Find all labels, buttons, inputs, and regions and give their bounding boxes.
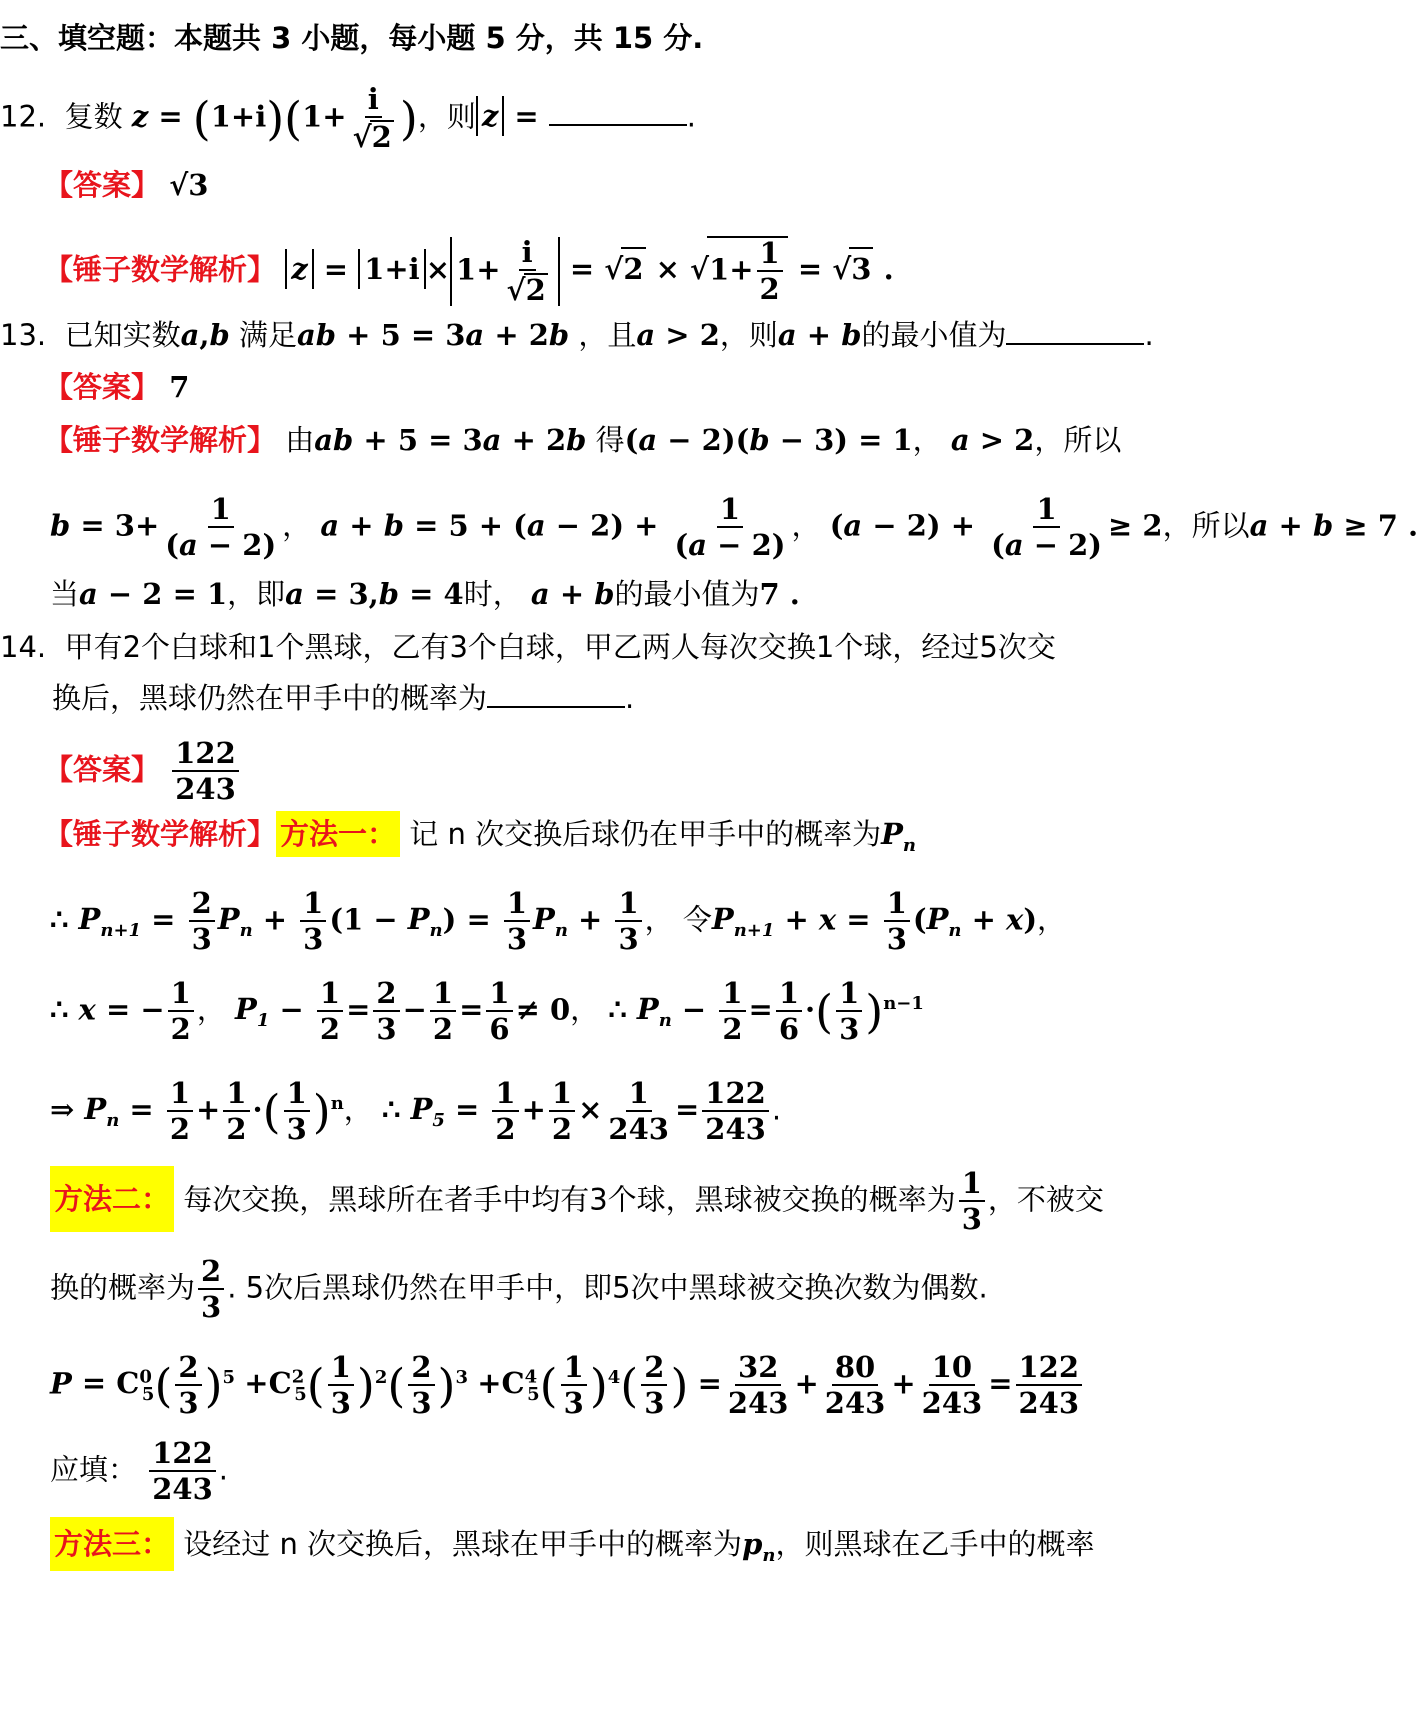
- q14-method1-line3: ⇒ $P_n$ = $\frac{1}{2}$ + $\frac{1}{2}$ ·( $\frac{1}{3}$ )$^n$， ∴ $P_5$ = $\frac{1}{2}$ + $\frac{1}{2}$ × $\frac{1}{243}$ = $\frac{122}{243}$ .: [50, 1076, 782, 1147]
- q14-method2-formula: $P = C^0_5$( $\frac{2}{3}$ )$^5 +C^2_5$( $\frac{1}{3}$ )$^2$( $\frac{2}{3}$ )$^3 +C^4_5$( $\frac{1}{3}$ )$^4$( $\frac{2}{3}$ ) = $\frac{32}{243}$ + $\frac{80}{243}$ + $\frac{10}{243}$ = $\frac{122}{243}$: [50, 1352, 1085, 1419]
- answer-blank: [549, 98, 687, 126]
- q13-answer: 【答案】 7: [44, 370, 190, 404]
- q14-method1-line1: ∴ $P_{n+1}$ = $\frac{2}{3}$ $P_n$ + $\frac{1}{3}$ $(1 - P_n)$ = $\frac{1}{3}$ $P_n$ + $\frac{1}{3}$ ， 令$P_{n+1} + x$ = $\frac{1}{3}$ $(P_n + x)$，: [50, 886, 1067, 957]
- question-number: 12.: [0, 99, 47, 134]
- q14-stem-1: 14. 甲有2个白球和1个黑球，乙有3个白球，甲乙两人每次交换1个球，经过5次交: [0, 630, 1056, 664]
- method1-label: 方法一：: [276, 811, 400, 857]
- q12-answer: 【答案】 √3: [44, 168, 209, 202]
- q12-stem: 12. 复数 z = (1+i)(1+ $\frac{i}{√2}$ )，则 z = .: [0, 82, 697, 155]
- q13-analysis-3: 当a − 2 = 1，即a = 3,b = 4时， a + b的最小值为7 .: [50, 577, 800, 611]
- q14-method1-intro: 【锤子数学解析】 方法一： 记 n 次交换后球仍在甲手中的概率为$P_n$: [44, 814, 916, 866]
- q14-method2-line2: 换的概率为 $\frac{2}{3}$ . 5次后黑球仍然在甲手中，即5次中黑球被交换次数为偶数.: [50, 1254, 988, 1325]
- answer-blank: [487, 680, 625, 708]
- q14-method1-line2: ∴ x = − $\frac{1}{2}$ ， $P_1$ − $\frac{1}{2}$ = $\frac{2}{3}$ − $\frac{1}{2}$ = $\frac{1}{6}$ ≠ 0， ∴ $P_n$ − $\frac{1}{2}$ = $\frac{1}{6}$ ·( $\frac{1}{3}$ )$^{n-1}$: [50, 976, 924, 1047]
- q13-analysis-2: b = 3+ $\frac{1}{(a - 2)}$ ， a + b = 5 + (a − 2) + $\frac{1}{(a - 2)}$ ， (a − 2) + $\frac{1}{(a - 2)}$ ≥ 2，所以a + b ≥ 7 .: [50, 492, 1418, 563]
- q14-stem-2: 换后，黑球仍然在甲手中的概率为 .: [52, 681, 635, 715]
- method2-label: 方法二：: [50, 1166, 174, 1232]
- method3-label: 方法三：: [50, 1517, 174, 1571]
- q14-answer: 【答案】 $\frac{122}{243}$: [44, 738, 242, 805]
- q14-fill: 应填： $\frac{122}{243}$ .: [50, 1436, 228, 1507]
- q12-analysis: 【锤子数学解析】 z = 1+i × 1+ $\frac{i}{√2}$ = √2 × √1+ $\frac{1}{2}$ = √3 .: [44, 235, 894, 308]
- q14-method2-line1: 方法二： 每次交换，黑球所在者手中均有3个球，黑球被交换的概率为 $\frac{1}{3}$ ，不被交: [50, 1168, 1104, 1235]
- section-header: 三、填空题：本题共 3 小题，每小题 5 分，共 15 分.: [0, 21, 704, 55]
- q14-method3-line1: 方法三： 设经过 n 次交换后，黑球在甲手中的概率为$p_n$，则黑球在乙手中的概率: [50, 1524, 1094, 1576]
- answer-blank: [1006, 317, 1144, 345]
- q13-stem: 13. 已知实数a,b 满足ab + 5 = 3a + 2b ，且a > 2，则a + b的最小值为 .: [0, 318, 1154, 352]
- q13-analysis-1: 【锤子数学解析】 由ab + 5 = 3a + 2b 得(a − 2)(b − 3) = 1， a > 2，所以: [44, 423, 1122, 457]
